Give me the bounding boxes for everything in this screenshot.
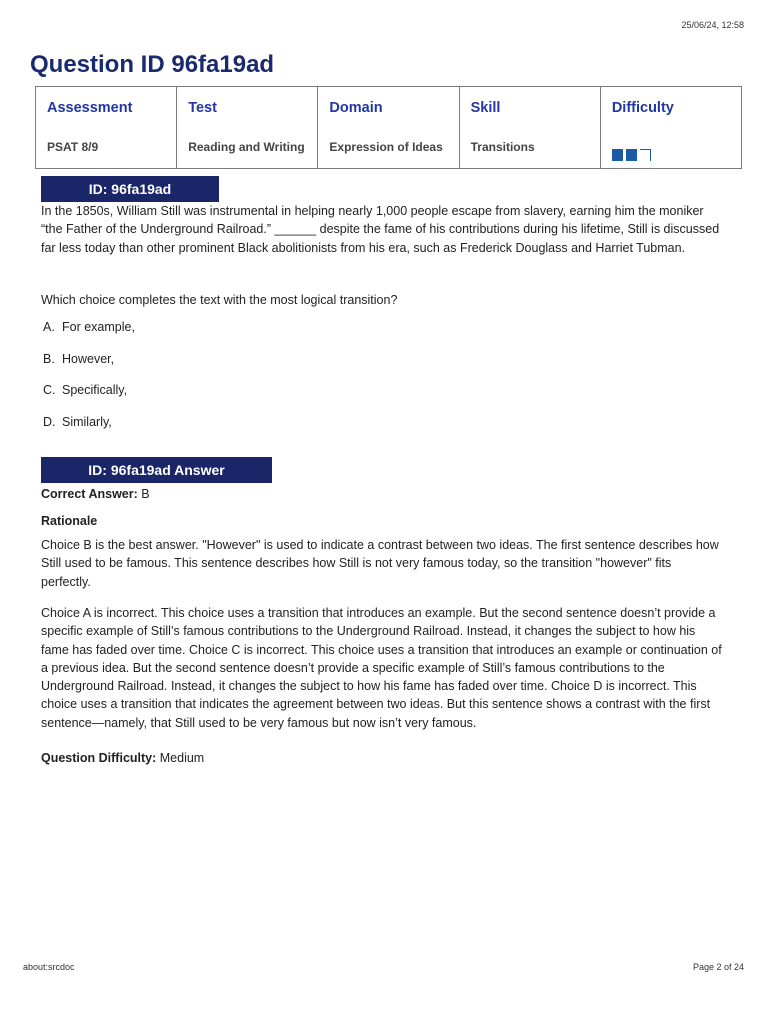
page-title: Question ID 96fa19ad bbox=[30, 51, 275, 78]
difficulty-bar-icon bbox=[612, 149, 623, 161]
question-difficulty-line bbox=[41, 749, 724, 767]
meta-cell-domain bbox=[318, 87, 459, 168]
rationale-heading: Rationale bbox=[41, 514, 98, 528]
footer-url: about:srcdoc bbox=[23, 962, 75, 972]
question-passage: In the 1850s, William Still was instrumental in helping nearly 1,000 people escape from slavery, earning him the moniker “the Father of the Underground Railroad.” ______ despite the fame of his contributions during his lifetime, Still is discussed far less today than other prominent Black abolitionists from his era, such as Frederick Douglass and Harriet Tubman. bbox=[41, 204, 720, 255]
meta-value-assessment: PSAT 8/9 bbox=[47, 140, 99, 154]
correct-answer-label: Correct Answer: bbox=[41, 487, 138, 501]
meta-heading-test: Test bbox=[188, 100, 217, 116]
choice-text: For example, bbox=[62, 320, 135, 334]
correct-answer-line bbox=[41, 485, 724, 503]
meta-value-domain: Expression of Ideas bbox=[329, 140, 443, 154]
choice-letter: D. bbox=[43, 414, 56, 429]
meta-value-skill: Transitions bbox=[470, 140, 535, 154]
meta-heading-domain: Domain bbox=[329, 100, 383, 116]
choice-text: Specifically, bbox=[62, 383, 128, 397]
print-timestamp: 25/06/24, 12:58 bbox=[681, 20, 744, 30]
choice-letter: A. bbox=[43, 320, 55, 334]
choice-text: Similarly, bbox=[62, 414, 112, 429]
choice-text: However, bbox=[62, 351, 115, 366]
metadata-table bbox=[35, 86, 742, 169]
footer-page-number: Page 2 of 24 bbox=[692, 962, 744, 972]
answer-id-banner: ID: 96fa19ad Answer bbox=[41, 457, 272, 483]
choice-letter: C. bbox=[43, 383, 56, 397]
meta-value-test: Reading and Writing bbox=[188, 140, 305, 154]
difficulty-indicator bbox=[612, 149, 651, 161]
meta-cell-skill bbox=[460, 87, 601, 168]
meta-cell-difficulty bbox=[601, 87, 741, 168]
difficulty-bar-icon bbox=[640, 149, 651, 161]
choice-c bbox=[43, 381, 135, 413]
meta-heading-difficulty: Difficulty bbox=[611, 100, 674, 116]
choice-d bbox=[43, 413, 135, 445]
rationale-paragraph-2: Choice A is incorrect. This choice uses a transition that introduces an example. But the second sentence doesn’t provide a specific example of Still’s famous contributions to the Underground Railroad. Instead, it changes the subject to how his fame has faded over time. Choice C is incorrect. This choice uses a transition that introduces an example or continuation of a previous idea. But the second sentence doesn’t provide a specific example of Still’s famous contributions to the Underground Railroad. Instead, it changes the subject to how his fame has faded over time. Choice D is incorrect. This choice uses a transition that indicates the agreement between two ideas. But this sentence shows a contrast with the first sentence—namely, that Still used to be very famous but now isn’t very famous. bbox=[41, 606, 722, 730]
choice-a bbox=[43, 318, 135, 350]
choice-letter: B. bbox=[43, 351, 55, 366]
meta-heading-skill: Skill bbox=[470, 100, 501, 116]
difficulty-bar-icon bbox=[626, 149, 637, 161]
meta-cell-test bbox=[177, 87, 318, 168]
question-difficulty-label: Question Difficulty: bbox=[41, 751, 157, 765]
choice-b bbox=[43, 350, 135, 382]
question-difficulty-value: Medium bbox=[159, 751, 205, 765]
correct-answer-value: B bbox=[141, 487, 150, 501]
rationale-paragraph-1: Choice B is the best answer. "However" is used to indicate a contrast between two ideas. The first sentence describes how Still used to be famous. This sentence describes how Still is not very famous today, so the transition "however" fits perfectly. bbox=[41, 538, 719, 589]
question-id-banner: ID: 96fa19ad bbox=[41, 176, 219, 202]
meta-cell-assessment bbox=[36, 87, 177, 168]
meta-heading-assessment: Assessment bbox=[47, 100, 133, 116]
answer-choices bbox=[43, 318, 135, 444]
question-prompt: Which choice completes the text with the most logical transition? bbox=[41, 293, 398, 307]
